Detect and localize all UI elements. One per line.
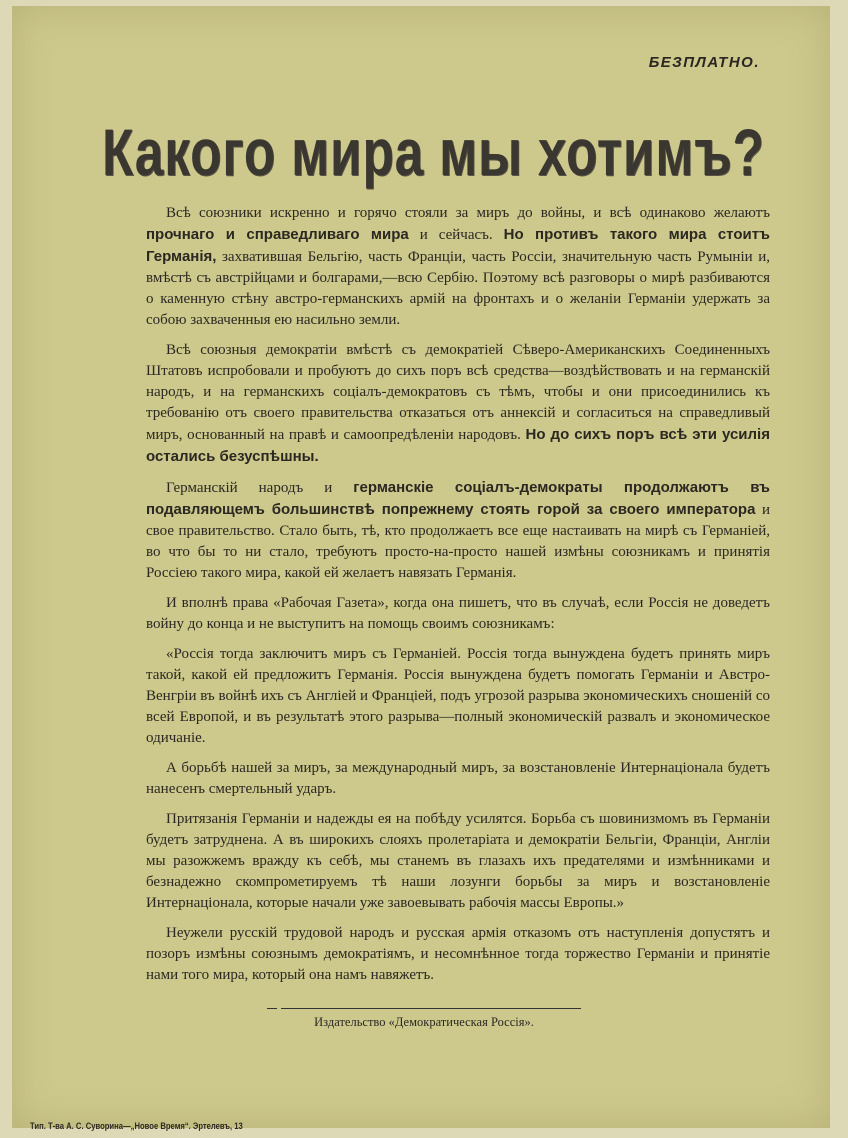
paragraph xyxy=(146,809,770,914)
paragraph xyxy=(146,340,770,468)
publisher-line: Издательство «Демократическая Россія». xyxy=(314,1015,534,1029)
divider-group xyxy=(267,1008,581,1009)
emphasized-text: Но противъ такого мира стоитъ Германія, xyxy=(146,226,770,265)
body-text: Всѣ союзныя демократіи вмѣстѣ съ демократіей Сѣверо-Американскихъ Соединенныхъ Штатовъ испробовали и пробуютъ до сихъ поръ всѣ средства—воздѣйствовать и на германскій народъ, и на германскихъ соціалъ-демократовъ съ тѣмъ, чтобы и они присоединились къ требованію отъ своего правительства отказаться отъ аннексій и согласиться на справедливый миръ, основанный на правѣ и самоопредѣленіи народовъ. xyxy=(146,342,770,443)
paragraph xyxy=(146,758,770,800)
body-text: захватившая Бельгію, часть Франціи, часть Россіи, значительную часть Румыніи и, вмѣстѣ съ австрійцами и болгарами,—всю Сербію. Поэтому всѣ разговоры о мирѣ разбиваются о каменную стѣну австро-германскихъ армій на фронтахъ и о желаніи Германіи удержать за собою захваченныя ею насильно земли. xyxy=(146,249,770,328)
paragraph xyxy=(146,923,770,986)
body-text: Неужели русскій трудовой народъ и русская армія отказомъ отъ наступленія допустятъ и позоръ измѣны союзнымъ демократіямъ, и несомнѣнное тогда торжество Германіи и принятіе нами того мира, который она намъ навяжетъ. xyxy=(146,925,770,983)
free-label: БЕЗПЛАТНО. xyxy=(648,54,760,71)
paragraph xyxy=(146,477,770,584)
body-text: И вполнѣ права «Рабочая Газета», когда она пишетъ, что въ случаѣ, если Россія не доведетъ войну до конца и не выступитъ на помощь своимъ союзникамъ: xyxy=(146,595,770,632)
printer-imprint: Тип. Т-ва А. С. Суворина—„Новое Время“. Эртелевъ, 13 xyxy=(30,1121,243,1131)
paragraph xyxy=(146,203,770,331)
body-text: и сейчасъ. xyxy=(408,227,504,243)
poster-body xyxy=(146,203,770,986)
emphasized-text: прочнаго и справедливаго мира xyxy=(146,226,409,243)
emphasized-text: Но до сихъ поръ всѣ эти усилія остались безуспѣшны. xyxy=(146,426,770,465)
poster-content xyxy=(0,203,848,1132)
body-text: «Россія тогда заключитъ миръ съ Германіей. Россія тогда вынуждена будетъ принять миръ такой, какой ей предложитъ Германія. Россія вынуждена будетъ помогать Германіи и Австро-Венгріи въ войнѣ ихъ съ Англіей и Франціей, подъ угрозой разрыва экономическихъ сношеній со всей Европой, и въ результатѣ этого разрыва—полный экономическій развалъ и экономическое одичаніе. xyxy=(146,646,770,746)
divider xyxy=(281,1008,581,1009)
body-text: А борьбѣ нашей за миръ, за международный миръ, за возстановленіе Интернаціонала будетъ нанесенъ смертельный ударъ. xyxy=(146,760,770,797)
paragraph xyxy=(146,644,770,749)
poster-title: Какого мира мы хотимъ? xyxy=(101,115,765,189)
body-text: Всѣ союзники искренно и горячо стояли за миръ до войны, и всѣ одинаково желаютъ xyxy=(166,205,770,221)
footer-block xyxy=(0,1008,848,1030)
body-text: Притязанія Германіи и надежды ея на побѣду усилятся. Борьба съ шовинизмомъ въ Германіи будетъ затруднена. А въ широкихъ слояхъ пролетаріата и демократіи Бельгіи, Франціи, Англіи мы разожжемъ вражду къ себѣ, мы станемъ въ глазахъ ихъ предателями и измѣнниками и безнадежно скомпрометируемъ тѣ наши лозунги борьбы за миръ и возстановленіе Интернаціонала, которые начали уже завоевывать рабочія массы Европы.» xyxy=(146,811,770,911)
body-text: и свое правительство. Стало быть, тѣ, кто продолжаетъ все еще настаивать на мирѣ съ Германіей, во что бы то ни стало, требуютъ просто-на-просто нашей измѣны союзникамъ и принятія Россіею такого мира, какой ей желаетъ навязать Германія. xyxy=(146,502,770,581)
divider xyxy=(267,1008,277,1009)
emphasized-text: германскіе соціалъ-демократы продолжаютъ въ подавляющемъ большинствѣ попрежнему стоять горой за своего императора xyxy=(146,479,770,518)
body-text: Германскій народъ и xyxy=(166,480,354,496)
paragraph xyxy=(146,593,770,635)
